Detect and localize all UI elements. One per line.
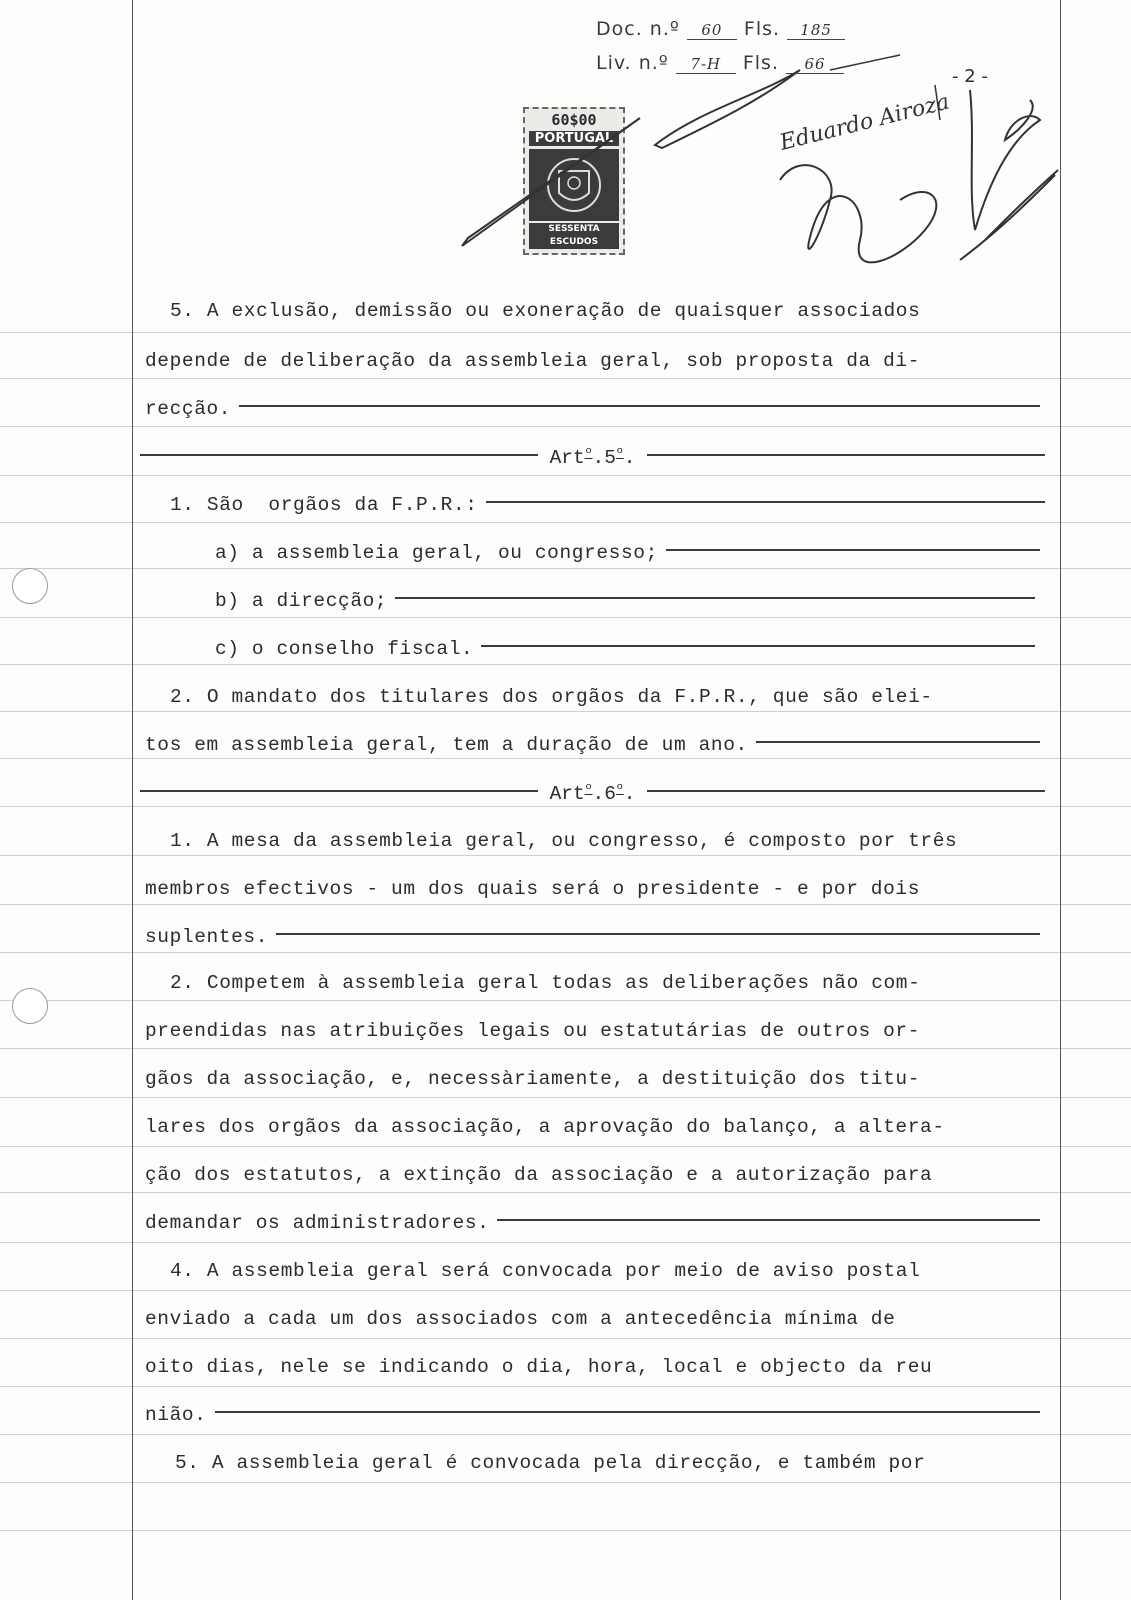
text-line: gãos da associação, e, necessàriamente, a destituição dos titu-: [145, 1068, 921, 1090]
punch-hole: [12, 988, 48, 1024]
text-line: tos em assembleia geral, tem a duração de um ano.: [145, 734, 1040, 756]
ordinal-mark: º: [584, 446, 593, 461]
ordinal-mark: º: [615, 782, 624, 797]
article-number: .6: [592, 783, 616, 805]
text-line: recção.: [145, 398, 1040, 420]
signature-stroke: [655, 70, 800, 148]
text-line: demandar os administradores.: [145, 1212, 1040, 1234]
text-line: 1. São orgãos da F.P.R.:: [170, 494, 1045, 516]
ordinal-mark: º: [615, 446, 624, 461]
article-number: .5: [592, 447, 616, 469]
text-line: lares dos orgãos da associação, a aprovação do balanço, a altera-: [145, 1116, 945, 1138]
ordinal-mark: º: [584, 782, 593, 797]
text-line: nião.: [145, 1404, 1040, 1426]
text-line: preendidas nas atribuições legais ou estatutárias de outros or-: [145, 1020, 921, 1042]
punch-hole: [12, 568, 48, 604]
text-line: 5. A exclusão, demissão ou exoneração de quaisquer associados: [170, 300, 921, 322]
stamp-emblem-icon: [529, 149, 619, 221]
text-line: depende de deliberação da assembleia geral, sob proposta da di-: [145, 350, 921, 372]
page-number: - 2 -: [952, 66, 988, 87]
doc-number-row: [596, 18, 845, 40]
doc-number: 60: [687, 21, 737, 40]
article-prefix: Art: [549, 783, 585, 805]
liv-number: 7-H: [676, 55, 736, 74]
article-6-heading: $Art^º.6^º$.: [140, 782, 1045, 805]
signature-stroke: [960, 170, 1058, 260]
text-line: 5. A assembleia geral é convocada pela direcção, e também por: [175, 1452, 926, 1474]
stamp-denomination: SESSENTA ESCUDOS: [529, 223, 619, 249]
text-line: ção dos estatutos, a extinção da associação e a autorização para: [145, 1164, 933, 1186]
text-line: a) a assembleia geral, ou congresso;: [215, 542, 1040, 564]
text-line: oito dias, nele se indicando o dia, hora, local e objecto da reu: [145, 1356, 933, 1378]
left-margin-line: [132, 0, 133, 1600]
fiscal-stamp: [523, 107, 625, 255]
fls2-number: 66: [786, 55, 844, 74]
text-line: c) o conselho fiscal.: [215, 638, 1035, 660]
text-line: 1. A mesa da assembleia geral, ou congresso, é composto por três: [170, 830, 958, 852]
text-line: 2. O mandato dos titulares dos orgãos da F.P.R., que são elei-: [170, 686, 933, 708]
fls2-label: Fls.: [742, 52, 779, 74]
signature-stroke: [830, 55, 940, 120]
text-line: b) a direcção;: [215, 590, 1035, 612]
handwritten-signature-name: Eduardo Airoza: [777, 89, 952, 156]
text-line: suplentes.: [145, 926, 1040, 948]
article-5-heading: $Art^º.5^º$.: [140, 446, 1045, 469]
stamp-country: PORTUGAL: [529, 131, 619, 146]
signature-stroke: [970, 90, 1040, 230]
text-line: membros efectivos - um dos quais será o presidente - e por dois: [145, 878, 921, 900]
text-line: enviado a cada um dos associados com a antecedência mínima de: [145, 1308, 896, 1330]
text-line: 2. Competem à assembleia geral todas as deliberações não com-: [170, 972, 921, 994]
signature-stroke: [780, 165, 936, 262]
right-margin-line: [1060, 0, 1061, 1600]
liv-label: Liv. n.º: [596, 52, 669, 74]
fls-label: Fls.: [743, 18, 781, 40]
article-prefix: Art: [549, 447, 585, 469]
doc-label: Doc. n.º: [596, 18, 680, 40]
fls-number: 185: [787, 21, 845, 40]
stamp-value: 60$00: [551, 111, 597, 129]
liv-number-row: [596, 52, 844, 74]
text-line: 4. A assembleia geral será convocada por meio de aviso postal: [170, 1260, 921, 1282]
